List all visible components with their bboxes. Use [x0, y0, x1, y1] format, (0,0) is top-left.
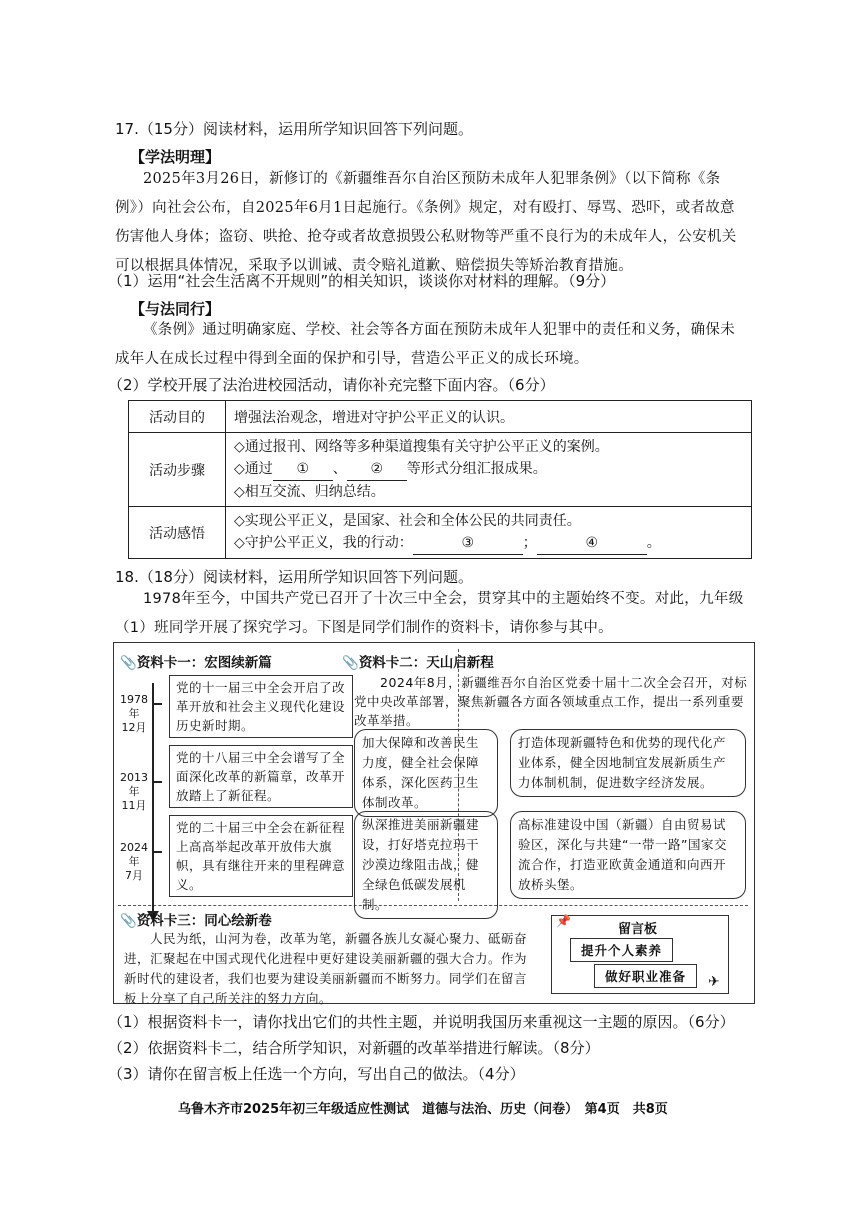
card-3-text: 人民为纸，山河为卷，改革为笔，新疆各族儿女凝心聚力、砥砺奋进，汇聚起在中国式现代化进程中更好建设美丽新疆的强大合力。作为新时代的建设者，我们也要为建设美丽新疆而不断努力。同学们在留言板上分享了自己所关注的努力方向。 — [124, 931, 528, 1006]
q18-intro: 1978年至今，中国共产党已召开了十次三中全会，贯穿其中的主题始终不变。对此，九年级（1）班同学开展了探究学习。下图是同学们制作的资料卡，请你参与其中。 — [115, 591, 744, 636]
q18-sub-question-2: （2）依据资料卡二，结合所学知识，对新疆的改革举措进行解读。（8分） — [108, 1039, 600, 1057]
timeline-month-1: 12月 — [121, 721, 147, 734]
step-line-2 — [234, 458, 743, 481]
timeline-month-3: 7月 — [125, 869, 143, 882]
q17-section-2: 【与法同行】 — [130, 300, 221, 318]
reform-box-2: 打造体现新疆特色和优势的现代化产业体系，健全因地制宜发展新质生产力体制机制，促进数字经济发展。 — [510, 729, 746, 797]
q17-material-1: 2025年3月26日，新修订的《新疆维吾尔自治区预防未成年人犯罪条例》（以下简称《条例》）向社会公布，自2025年6月1日起施行。《条例》规定，对有殴打、辱骂、恐吓，或者故意伤害他人身体；盗窃、哄抢、抢夺或者故意损毁公私财物等严重不良行为的未成年人，公安机关可以根据具体情况，采取予以训诫、责令赔礼道歉、赔偿损失等矫治教育措施。 — [115, 171, 737, 274]
paperclip-icon: 📎 — [120, 655, 137, 671]
activity-purpose-content: 增强法治观念，增进对守护公平正义的认识。 — [226, 401, 752, 433]
card-3-title-text: 资料卡三：同心绘新卷 — [136, 913, 272, 929]
timeline-date-2 — [116, 771, 152, 813]
timeline-tick-3 — [152, 851, 162, 853]
timeline-line — [152, 683, 154, 915]
timeline-tick-1 — [152, 703, 162, 705]
timeline-date-3 — [116, 841, 152, 883]
blank-4[interactable]: ④ — [537, 532, 647, 555]
card-1-title — [120, 651, 272, 671]
blank-2[interactable]: ② — [347, 458, 407, 481]
card-1-title-text: 资料卡一：宏图续新篇 — [136, 655, 272, 671]
activity-steps-header: 活动步骤 — [129, 433, 226, 507]
q17-material-2: 《条例》通过明确家庭、学校、社会等各方面在预防未成年人犯罪中的责任和义务，确保未成年人在成长过程中得到全面的保护和引导，营造公平正义的成长环境。 — [115, 322, 735, 367]
step-2-suffix: 等形式分组汇报成果。 — [406, 461, 547, 477]
blank-1[interactable]: ① — [273, 458, 333, 481]
card-2-title — [342, 651, 494, 671]
pin-icon: 📌 — [556, 914, 571, 928]
activity-reflection-header: 活动感悟 — [129, 507, 226, 559]
timeline-year-1: 1978年 — [120, 693, 148, 720]
reflection-2-separator: ； — [522, 535, 537, 551]
paperclip-icon: 📎 — [120, 913, 137, 929]
timeline-year-3: 2024年 — [120, 841, 148, 868]
step-2-separator: 、 — [332, 461, 347, 477]
timeline-date-1 — [116, 693, 152, 735]
q18-sub-question-1: （1）根据资料卡一，请你找出它们的共性主题，并说明我国历来重视这一主题的原因。（6分） — [108, 1013, 735, 1031]
timeline-tick-2 — [152, 781, 162, 783]
activity-steps-content — [226, 433, 752, 507]
note-improve-literacy[interactable]: 提升个人素养 — [570, 938, 673, 962]
card-2-title-text: 资料卡二：天山启新程 — [358, 655, 494, 671]
timeline-year-2: 2013年 — [120, 771, 148, 798]
timeline-event-2: 党的十八届三中全会谱写了全面深化改革的新篇章，改革开放踏上了新征程。 — [169, 745, 353, 808]
q18-title: 18.（18分）阅读材料，运用所学知识回答下列问题。 — [115, 568, 473, 586]
timeline-month-2: 11月 — [121, 799, 147, 812]
activity-reflection-content — [226, 507, 752, 559]
blank-3[interactable]: ③ — [413, 532, 523, 555]
step-2-prefix: ◇通过 — [234, 461, 273, 477]
paper-plane-icon: ✈ — [708, 974, 720, 990]
activity-table — [128, 400, 752, 559]
q18-sub-question-3: （3）请你在留言板上任选一个方向，写出自己的做法。（4分） — [108, 1065, 525, 1083]
reflection-2-prefix: ◇守护公平正义，我的行动： — [234, 535, 413, 551]
activity-purpose-header: 活动目的 — [129, 401, 226, 433]
step-line-1: ◇通过报刊、网络等多种渠道搜集有关守护公平正义的案例。 — [234, 439, 609, 455]
page-footer: 乌鲁木齐市2025年初三年级适应性测试 道德与法治、历史（问卷） 第4页 共8页 — [178, 1102, 668, 1117]
message-board — [551, 915, 729, 994]
material-cards — [113, 642, 755, 1004]
reform-box-1: 加大保障和改善民生力度，健全社会保障体系，深化医药卫生体制改革。 — [354, 729, 498, 817]
reform-box-3: 纵深推进美丽新疆建设，打好塔克拉玛干沙漠边缘阻击战，健全绿色低碳发展机制。 — [354, 811, 498, 919]
step-line-3: ◇相互交流、归纳总结。 — [234, 484, 385, 500]
reflection-line-2 — [234, 532, 743, 555]
timeline-event-1: 党的十一届三中全会开启了改革开放和社会主义现代化建设历史新时期。 — [169, 675, 353, 738]
q17-sub-question-1: （1）运用“社会生活离不开规则”的相关知识，谈谈你对材料的理解。（9分） — [108, 272, 616, 290]
reflection-line-1: ◇实现公平正义，是国家、社会和全体公民的共同责任。 — [234, 513, 581, 529]
note-career-prep[interactable]: 做好职业准备 — [594, 964, 697, 988]
card-3-title — [120, 909, 272, 929]
q17-title: 17.（15分）阅读材料，运用所学知识回答下列问题。 — [115, 120, 473, 138]
q17-section-1: 【学法明理】 — [130, 148, 221, 166]
card-2-intro: 2024年8月，新疆维吾尔自治区党委十届十二次全会召开，对标党中央改革部署，聚焦新疆各方面各领域重点工作，提出一系列重要改革举措。 — [354, 675, 748, 728]
reform-box-4: 高标准建设中国（新疆）自由贸易试验区，深化与共建“一带一路”国家交流合作，打造亚欧黄金通道和向西开放桥头堡。 — [510, 811, 746, 899]
paperclip-icon: 📎 — [342, 655, 359, 671]
message-board-title: 留言板 — [618, 922, 658, 937]
q17-sub-question-2: （2）学校开展了法治进校园活动，请你补充完整下面内容。（6分） — [108, 376, 555, 394]
reflection-2-end: 。 — [646, 535, 661, 551]
timeline-event-3: 党的二十届三中全会在新征程上高高举起改革开放伟大旗帜，具有继往开来的里程碑意义。 — [169, 815, 353, 897]
